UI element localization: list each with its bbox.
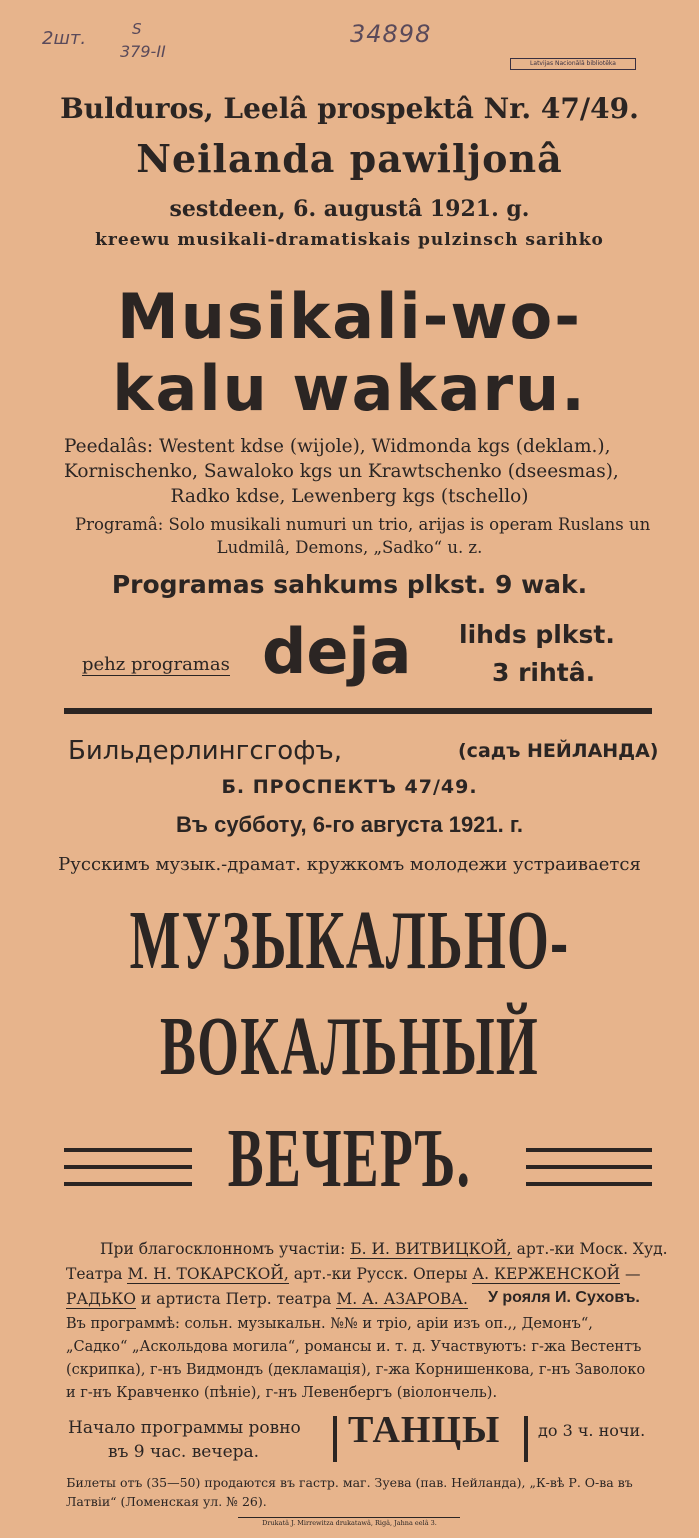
russian-program-line-3: (скрипка), г-нъ Видмондъ (декламацiя), г-жа Корнишенкова, г-нъ Заволоко xyxy=(66,1362,646,1378)
program-line-1: Programâ: Solo musikali numuri un trio, arijas is operam Ruslans un xyxy=(75,515,651,534)
participants-line-2: Kornischenko, Sawaloko kgs un Krawtschenko (dseesmas), xyxy=(64,461,619,482)
address-heading: Bulduros, Leelâ prospektâ Nr. 47/49. xyxy=(60,92,639,125)
performer-name: А. КЕРЖЕНСКОЙ xyxy=(472,1265,621,1283)
decorative-rule xyxy=(526,1165,652,1169)
russian-title-line-3: ВЕЧЕРЪ. xyxy=(227,1112,472,1205)
performer-name: РАДЬКО xyxy=(66,1290,136,1308)
dances-heading: ТАНЦЫ xyxy=(348,1409,501,1451)
tickets-line-1: Билеты отъ (35—50) продаются въ гастр. маг. Зуева (пав. Нейланда), „К-вѣ Р. О-ва въ xyxy=(66,1475,633,1490)
performer-name: М. Н. ТОКАРСКОЙ, xyxy=(127,1265,289,1283)
credits-line-1 xyxy=(100,1240,668,1258)
latvian-title-line-2: kalu wakaru. xyxy=(112,352,587,425)
decorative-rule xyxy=(526,1182,652,1186)
section-divider xyxy=(64,708,652,714)
russian-program-line-1: Въ программѣ: сольн. музыкальн. №№ и трiо, арiи изъ оп.,, Демонъ“, xyxy=(66,1316,593,1332)
organizer-line: kreewu musikali-dramatiskais pulzinsch sarihko xyxy=(95,230,604,250)
footer-rule xyxy=(238,1517,460,1518)
decorative-rule xyxy=(64,1148,192,1152)
handwritten-code: 379-II xyxy=(120,42,166,61)
russian-date: Въ субботу, 6-го августа 1921. г. xyxy=(176,812,523,837)
handwritten-number: 34898 xyxy=(350,20,432,48)
credits-text: Театра xyxy=(66,1265,123,1283)
until-line-1: lihds plkst. xyxy=(459,620,615,649)
dance-bar-right xyxy=(524,1416,528,1462)
handwritten-code: S xyxy=(132,20,142,38)
russian-place-note: (садъ НЕЙЛАНДА) xyxy=(458,740,659,762)
performer-name: Б. И. ВИТВИЦКОЙ, xyxy=(350,1240,512,1258)
credits-text: При благосклонномъ участiи: xyxy=(100,1240,346,1258)
russian-place: Бильдерлингсгофъ, xyxy=(68,736,343,766)
printer-imprint: Drukatâ J. Mirrewitza drukatawâ, Rigâ, Jahna eelâ 3. xyxy=(262,1519,437,1527)
russian-title-line-1: МУЗЫКАЛЬНО- xyxy=(129,894,570,987)
credits-text: и артиста Петр. театра xyxy=(140,1290,332,1308)
russian-prospect: Б. ПРОСПЕКТЪ 47/49. xyxy=(221,776,478,798)
after-program-label: pehz programas xyxy=(82,654,230,675)
performer-name: М. А. АЗАРОВА. xyxy=(336,1290,468,1308)
handwritten-note: 2шт. xyxy=(42,28,87,49)
dance-bar-left xyxy=(333,1416,337,1462)
participants-line-3: Radko kdse, Lewenberg kgs (tschello) xyxy=(170,486,529,507)
program-start: Programas sahkums plkst. 9 wak. xyxy=(111,570,588,599)
until-line-2: 3 rihtâ. xyxy=(492,658,596,687)
tickets-line-2: Латвiи“ (Ломенская ул. № 26). xyxy=(66,1494,267,1509)
decorative-rule xyxy=(526,1148,652,1152)
russian-program-line-4: и г-нъ Кравченко (пѣнiе), г-нъ Левенбергъ (вiолончель). xyxy=(66,1385,498,1401)
russian-program-line-2: „Садко“ „Аскольдова могила“, романсы и. т. д. Участвуютъ: г-жа Вестентъ xyxy=(66,1339,642,1355)
event-date: sestdeen, 6. augustâ 1921. g. xyxy=(169,196,530,222)
russian-title-line-2: ВОКАЛЬНЫЙ xyxy=(159,1000,540,1093)
latvian-title-line-1: Musikali-wo- xyxy=(117,280,582,353)
participants-line-1: Peedalâs: Westent kdse (wijole), Widmonda kgs (deklam.), xyxy=(64,436,611,457)
credits-text: арт.-ки Моск. Худ. xyxy=(516,1240,668,1258)
russian-start-line-2: въ 9 час. вечера. xyxy=(108,1442,260,1462)
russian-start-line-1: Начало программы ровно xyxy=(68,1418,301,1438)
decorative-rule xyxy=(64,1182,192,1186)
decorative-rule xyxy=(64,1165,192,1169)
credits-line-2 xyxy=(66,1265,641,1283)
credits-text: арт.-ки Русск. Оперы xyxy=(293,1265,468,1283)
library-stamp: Latvijas Nacionālā bibliotēka xyxy=(510,58,636,70)
deja-heading: deja xyxy=(262,615,412,688)
program-line-2: Ludmilâ, Demons, „Sadko“ u. z. xyxy=(216,538,483,557)
credits-text: — xyxy=(625,1265,641,1283)
credits-line-3 xyxy=(66,1290,468,1308)
dances-until: до 3 ч. ночи. xyxy=(538,1421,646,1440)
russian-organizer: Русскимъ музык.-драмат. кружкомъ молодежи устраивается xyxy=(58,854,641,875)
pianist-credit: У рояля И. Суховъ. xyxy=(488,1289,640,1306)
venue-heading: Neilanda pawiljonâ xyxy=(136,136,563,181)
